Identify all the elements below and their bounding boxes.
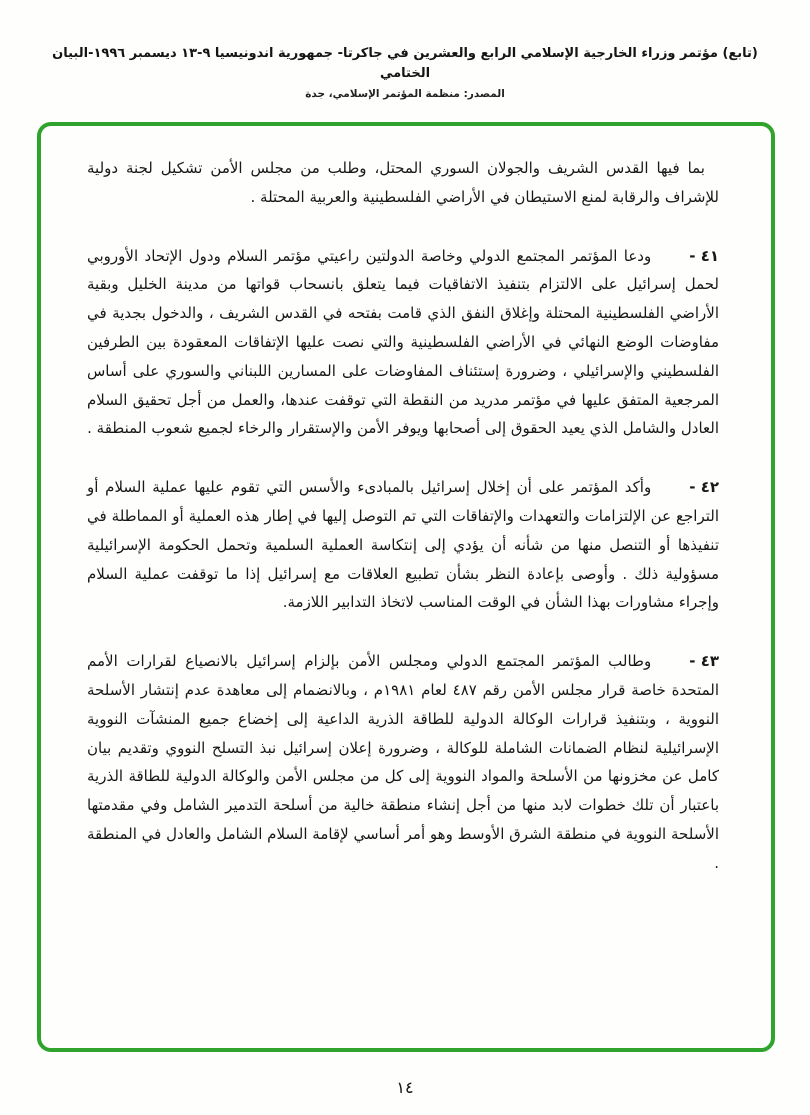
paragraph-41 [87, 242, 719, 444]
page-number-value: ١٤ [396, 1078, 414, 1097]
paragraph-text: بما فيها القدس الشريف والجولان السوري المحتل، وطلب من مجلس الأمن تشكيل لجنة دولية للإشراف والرقابة لمنع الاستيطان في الأراضي الفلسطينية والعربية المحتلة . [87, 159, 719, 206]
document-header [0, 0, 810, 100]
content-frame [37, 122, 775, 1052]
paragraph-number: ٤٢ - [689, 478, 719, 497]
paragraph-text: ودعا المؤتمر المجتمع الدولي وخاصة الدولتين راعيتي مؤتمر السلام ودول الإتحاد الأوروبي لحمل إسرائيل على الالتزام بتنفيذ الاتفاقيات فيما يتعلق بانسحاب قواتها من مدينة الخليل وبقية الأراضي الفلسطينية المحتلة وإغلاق النفق الذي قامت بفتحه في القدس الشريف ، والدخول بجدية في مفاوضات الوضع النهائي في الأراضي الفلسطينية والتي نصت عليها الإتفاقات المعقودة بين الطرفين الفلسطيني والإسرائيلي ، وضرورة إستئناف المفاوضات على المسارين اللبناني والسوري على أساس المرجعية المتفق عليها في مؤتمر مدريد من النقطة التي توقفت عندها، والعمل من أجل تحقيق السلام العادل والشامل الذي يعيد الحقوق إلى أصحابها ويوفر الأمن والإستقرار والرخاء لجميع شعوب المنطقة . [87, 246, 719, 438]
header-source: المصدر: منظمة المؤتمر الإسلامي، جدة [305, 88, 505, 100]
paragraph-43 [87, 647, 719, 877]
paragraph-text: وطالب المؤتمر المجتمع الدولي ومجلس الأمن بإلزام إسرائيل بالانصياع لقرارات الأمم المتحدة خاصة قرار مجلس الأمن رقم ٤٨٧ لعام ١٩٨١م ، وبالانضمام إلى معاهدة عدم إنتشار الأسلحة النووية ، وبتنفيذ قرارات الوكالة الدولية للطاقة الذرية الداعية إلى إخضاع جميع المنشآت النووية الإسرائيلية لنظام الضمانات الشاملة للوكالة ، وضرورة إعلان إسرائيل نبذ التسلح النووي وتقديم بيان كامل عن مخزونها من الأسلحة والمواد النووية إلى كل من مجلس الأمن والوكالة الدولية للطاقة الذرية باعتبار أن تلك خطوات لابد منها من أجل إنشاء منطقة خالية من أسلحة التدمير الشامل وفي مقدمتها الأسلحة النووية في منطقة الشرق الأوسط وهو أمر أساسي لإقامة السلام الشامل والعادل في المنطقة . [87, 652, 719, 872]
paragraph-42 [87, 473, 719, 617]
paragraph-continuation [87, 154, 719, 212]
paragraph-number: ٤٣ - [689, 652, 719, 671]
paragraph-text: وأكد المؤتمر على أن إخلال إسرائيل بالمبادىء والأسس التي تقوم عليها عملية السلام أو التراجع عن الإلتزامات والتعهدات والإتفاقات التي تم التوصل إليها في إطار هذه العملية أو المماطلة في تنفيذها أو التنصل منها من شأنه أن يؤدي إلى إنتكاسة العملية السلمية وتحمل الحكومة الإسرائيلية مسؤولية ذلك . وأوصى بإعادة النظر بشأن تطبيع العلاقات مع إسرائيل إذا ما توقفت عملية السلام وإجراء مشاورات بهذا الشأن في الوقت المناسب لاتخاذ التدابير اللازمة. [87, 478, 719, 612]
header-title: (تابع) مؤتمر وزراء الخارجية الإسلامي الرابع والعشرين في جاكرتا- جمهورية اندونيسيا ٩-١٣ ديسمبر ١٩٩٦-البيان الختامي [52, 46, 758, 81]
paragraph-number: ٤١ - [689, 246, 719, 265]
page-number [0, 1078, 810, 1097]
